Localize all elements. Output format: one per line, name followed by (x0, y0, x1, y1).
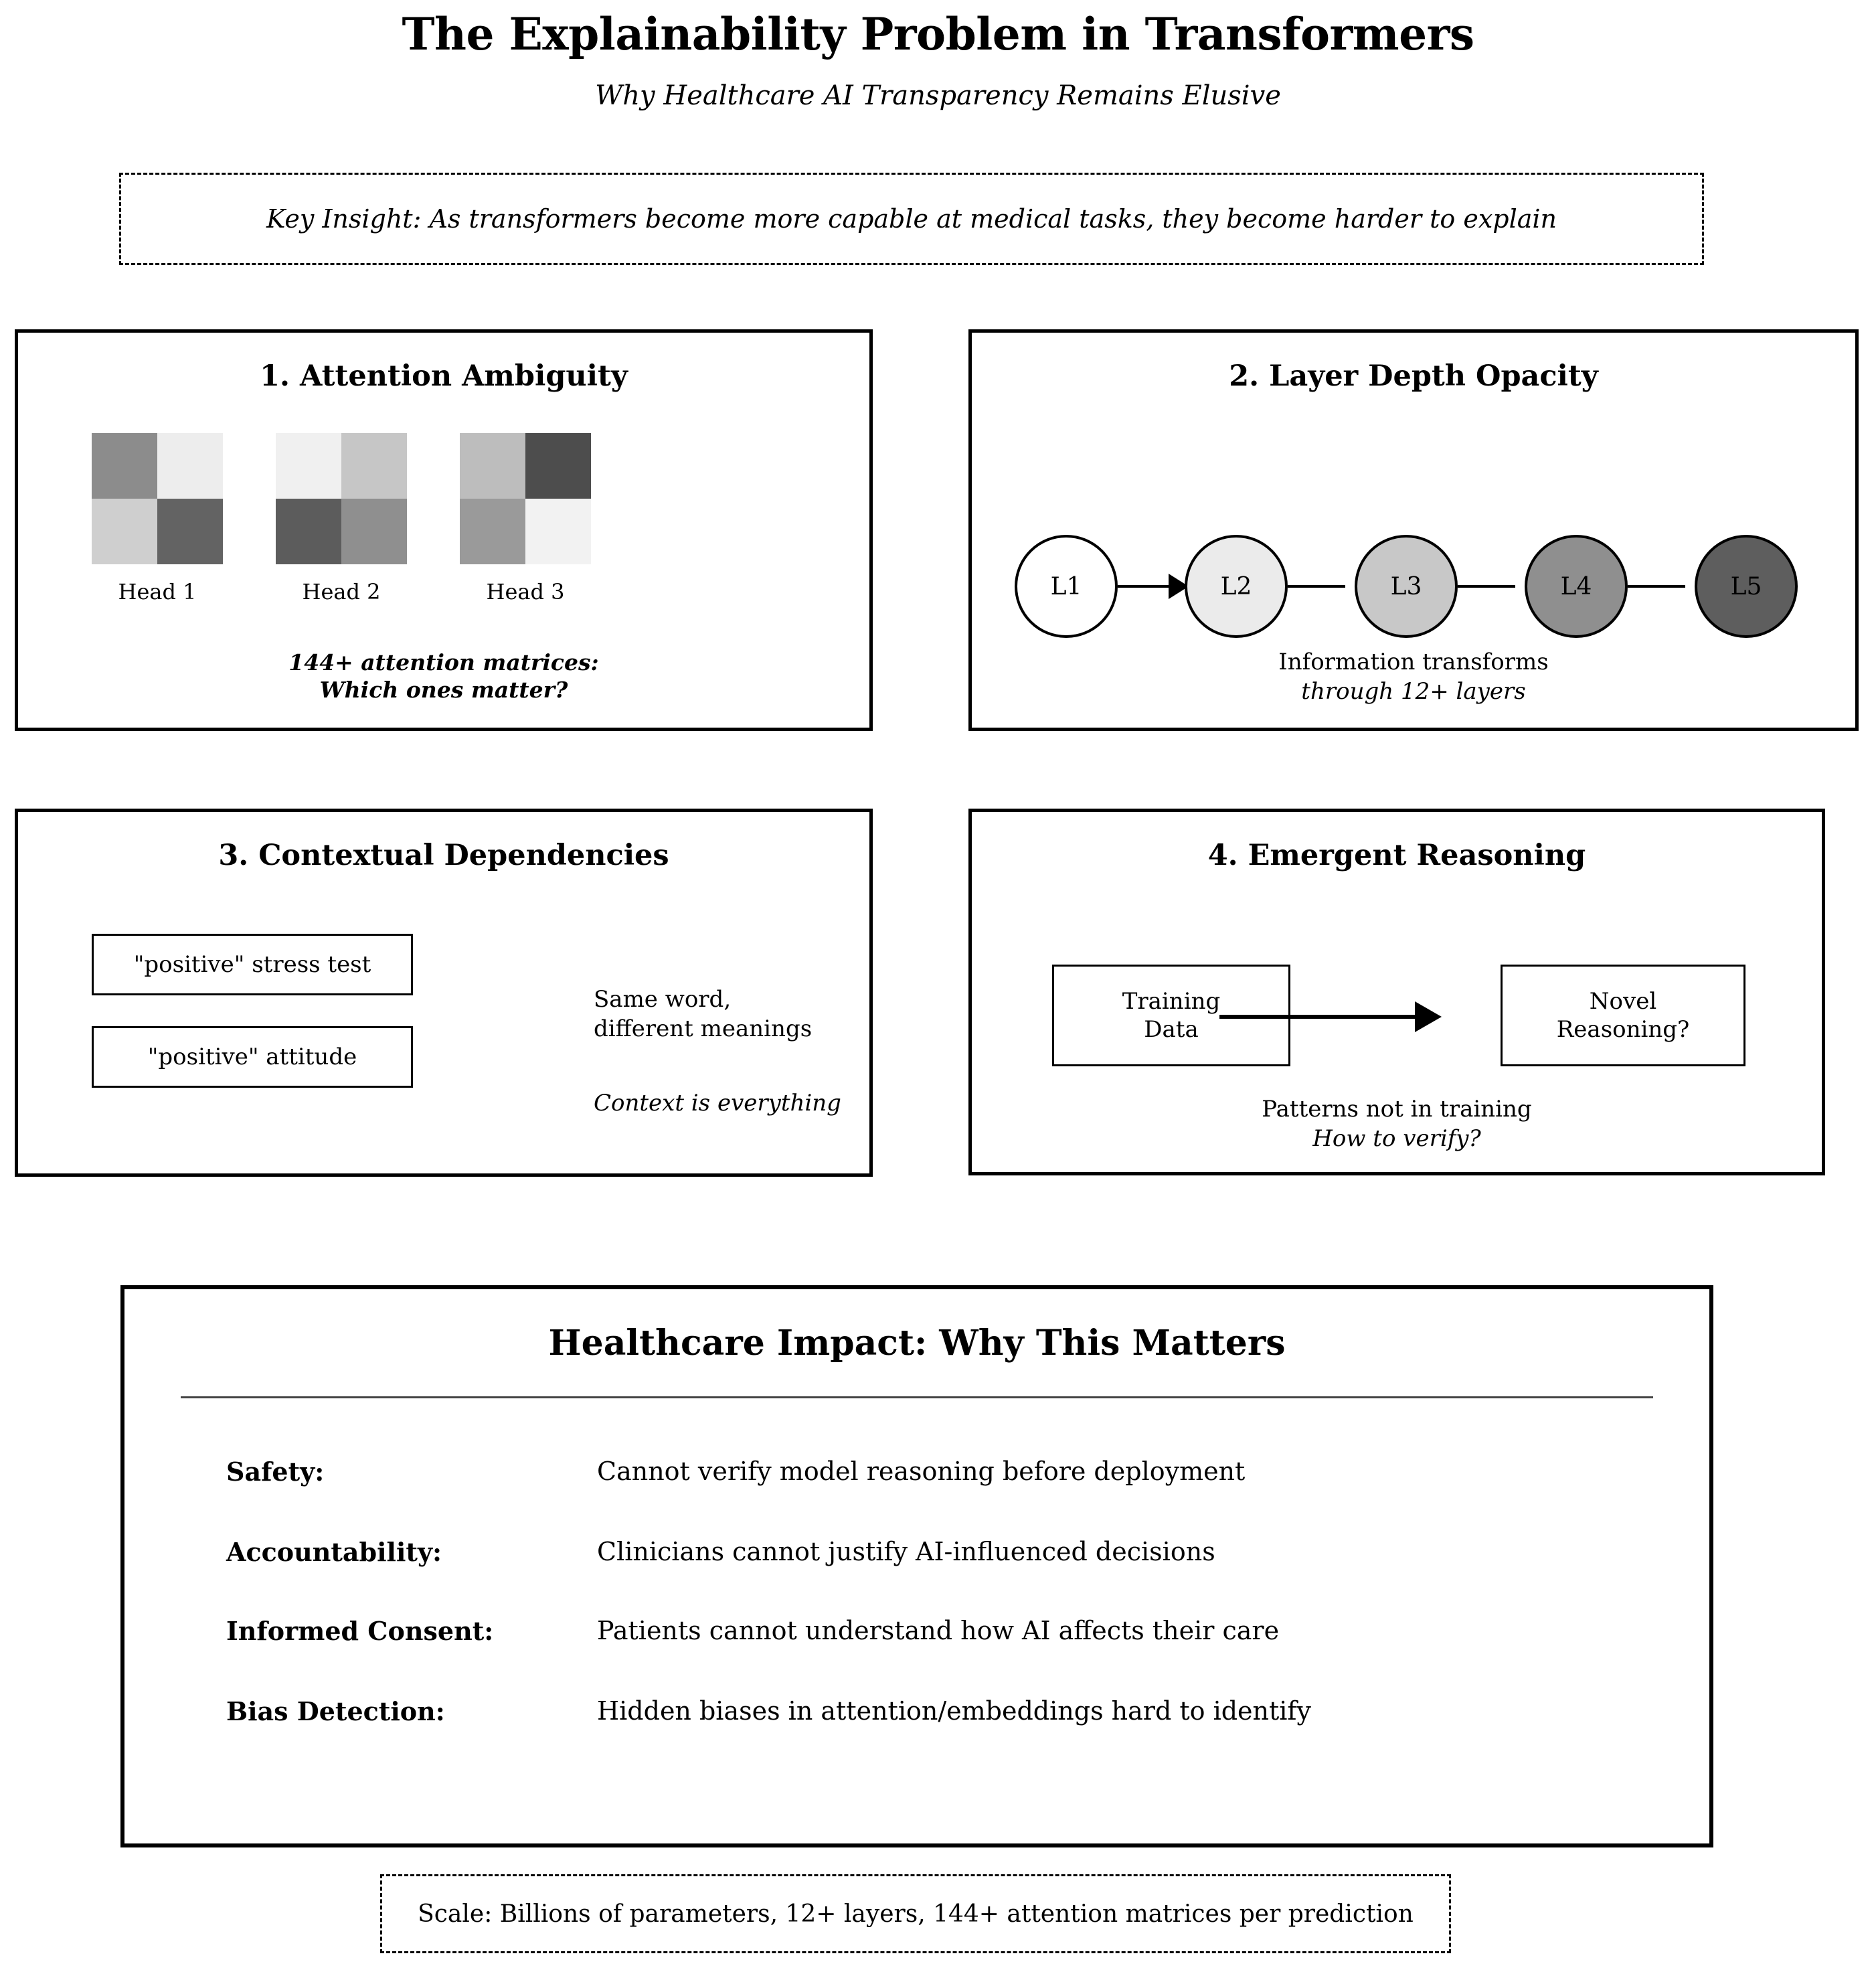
key-insight-banner (119, 173, 1704, 265)
healthcare-impact-panel (120, 1285, 1713, 1847)
layer-connector-4-5 (1628, 585, 1685, 588)
impact-divider (181, 1396, 1653, 1398)
layer-node-l4-label: L4 (1560, 572, 1592, 600)
impact-row-informed-consent-label: Informed Consent: (226, 1616, 494, 1646)
context-example-2-label: "positive" attitude (147, 1044, 357, 1070)
layer-node-l2-label: L2 (1220, 572, 1252, 600)
emergent-source-line1: Training (1122, 987, 1221, 1015)
emergent-caption (972, 1094, 1822, 1153)
panel-emergent-title: 4. Emergent Reasoning (1207, 839, 1586, 872)
matrix-cell (525, 499, 591, 564)
matrix-cell (460, 499, 525, 564)
attention-caption (18, 649, 869, 704)
matrix-cell (341, 433, 407, 499)
layer-node-l1-label: L1 (1050, 572, 1082, 600)
attention-head-1-label: Head 1 (118, 579, 197, 604)
panel-context-title: 3. Contextual Dependencies (218, 839, 669, 872)
emergent-arrow-icon (1415, 1001, 1442, 1032)
panel-attention-title: 1. Attention Ambiguity (260, 359, 628, 393)
context-note (594, 985, 908, 1044)
impact-row-accountability-value: Clinicians cannot justify AI-influenced decisions (597, 1537, 1215, 1566)
matrix-cell (341, 499, 407, 564)
layer-node-l1 (1015, 535, 1118, 638)
impact-row-informed-consent-value: Patients cannot understand how AI affects their care (597, 1616, 1280, 1645)
matrix-cell (157, 433, 223, 499)
impact-row-safety (124, 1457, 1709, 1498)
panel-layer-title: 2. Layer Depth Opacity (1229, 359, 1598, 393)
emergent-target-line2: Reasoning? (1556, 1016, 1690, 1043)
panel-attention-ambiguity (15, 329, 873, 731)
emergent-source-line2: Data (1144, 1016, 1199, 1043)
impact-row-bias-detection-value: Hidden biases in attention/embeddings hard to identify (597, 1696, 1311, 1726)
context-note-line1: Same word, (594, 986, 732, 1013)
emergent-target-line1: Novel (1589, 987, 1657, 1015)
layer-node-l5-label: L5 (1730, 572, 1762, 600)
attention-head-3 (460, 433, 591, 604)
attention-caption-line2: Which ones matter? (319, 677, 568, 704)
impact-row-bias-detection (124, 1696, 1709, 1738)
attention-head-2-label: Head 2 (302, 579, 381, 604)
layer-caption (972, 647, 1855, 706)
context-example-1-label: "positive" stress test (133, 951, 371, 978)
panel-layer-depth-opacity (968, 329, 1859, 731)
attention-head-1 (92, 433, 223, 604)
page-title: The Explainability Problem in Transformers (402, 8, 1474, 60)
attention-head-3-label: Head 3 (486, 579, 565, 604)
layer-node-l2 (1185, 535, 1288, 638)
context-example-2 (92, 1026, 413, 1088)
attention-matrix-2 (276, 433, 407, 564)
matrix-cell (525, 433, 591, 499)
panel-emergent-reasoning (968, 809, 1825, 1175)
layer-connector-3-4 (1458, 585, 1515, 588)
impact-row-informed-consent (124, 1616, 1709, 1657)
matrix-cell (92, 433, 157, 499)
attention-head-2 (276, 433, 407, 604)
layer-caption-line1: Information transforms (1278, 649, 1549, 675)
matrix-cell (460, 433, 525, 499)
layer-node-l3 (1355, 535, 1458, 638)
impact-row-accountability (124, 1537, 1709, 1578)
attention-matrix-1 (92, 433, 223, 564)
scale-footnote-text: Scale: Billions of parameters, 12+ layers, 144+ attention matrices per prediction (418, 1900, 1414, 1928)
emergent-arrow-line (1219, 1015, 1426, 1019)
layer-connector-2-3 (1288, 585, 1345, 588)
context-example-1 (92, 934, 413, 995)
matrix-cell (92, 499, 157, 564)
emergent-target-box (1501, 965, 1745, 1066)
attention-caption-line1: 144+ attention matrices: (288, 649, 599, 675)
layer-node-l4 (1525, 535, 1628, 638)
impact-title: Healthcare Impact: Why This Matters (548, 1323, 1286, 1364)
emergent-caption-line1: Patterns not in training (1262, 1096, 1532, 1123)
matrix-cell (157, 499, 223, 564)
impact-row-safety-value: Cannot verify model reasoning before deployment (597, 1457, 1246, 1486)
attention-matrix-3 (460, 433, 591, 564)
layer-node-l3-label: L3 (1390, 572, 1422, 600)
impact-row-accountability-label: Accountability: (226, 1537, 442, 1567)
matrix-cell (276, 433, 341, 499)
impact-row-safety-label: Safety: (226, 1457, 325, 1487)
key-insight-text: Key Insight: As transformers become more capable at medical tasks, they become harder to explain (266, 204, 1557, 234)
emergent-caption-line2: How to verify? (1312, 1125, 1481, 1153)
context-note-line2: different meanings (594, 1015, 813, 1043)
page-subtitle: Why Healthcare AI Transparency Remains Elusive (595, 80, 1281, 111)
layer-node-l5 (1695, 535, 1798, 638)
scale-footnote-box (380, 1874, 1451, 1953)
impact-row-bias-detection-label: Bias Detection: (226, 1696, 445, 1726)
layer-caption-line2: through 12+ layers (1301, 678, 1526, 706)
panel-contextual-dependencies (15, 809, 873, 1177)
context-emphasis: Context is everything (594, 1090, 841, 1117)
matrix-cell (276, 499, 341, 564)
